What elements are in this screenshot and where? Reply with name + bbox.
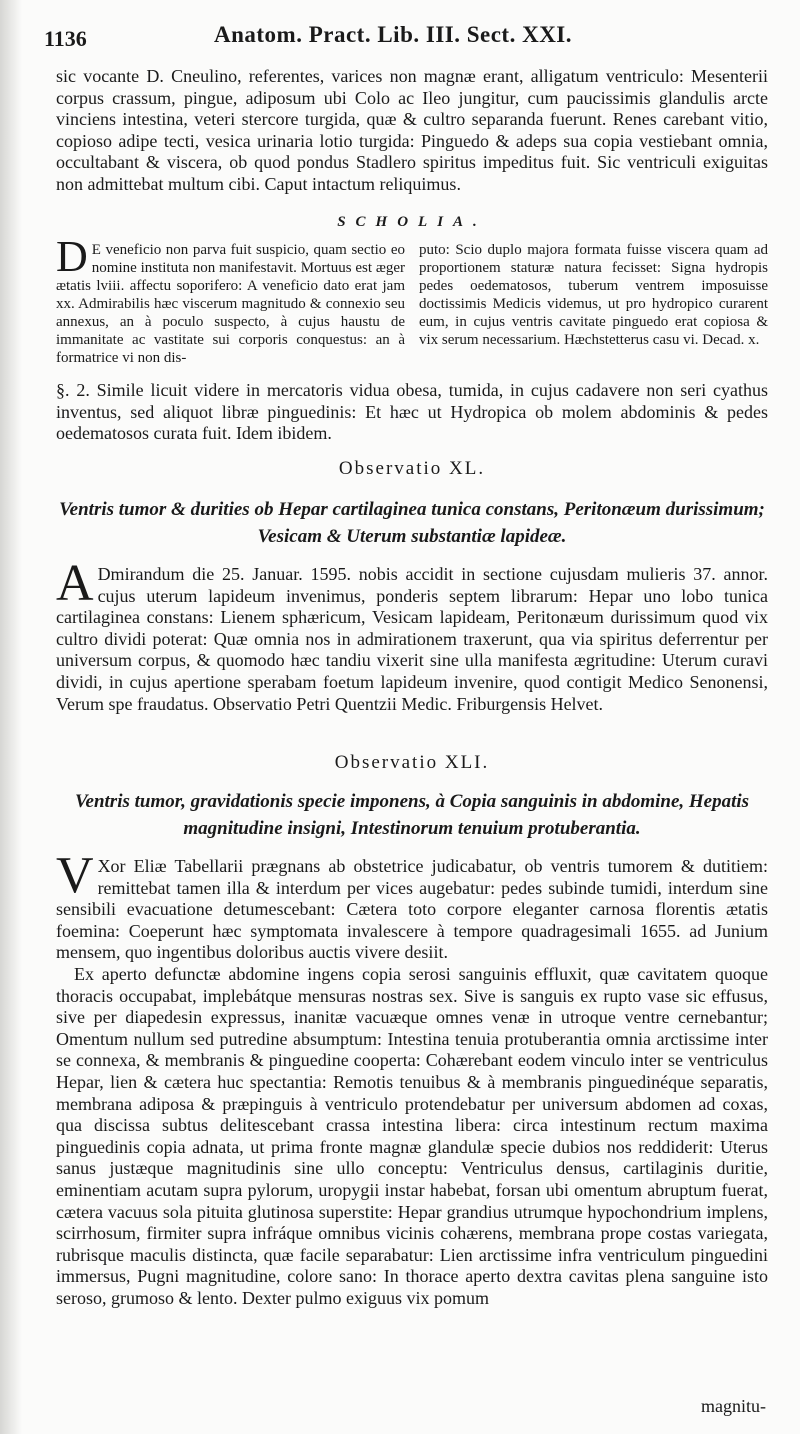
intro-paragraph: sic vocante D. Cneulino, referentes, varices non magnæ erant, alligatum ventriculo: Mesenterii corpus crassum, pingue, adiposum ubi Colo ac Ileo jungitur, cum paucissimis glandulis arcte vinciens intestina, veteri stercore turgida, quæ & cultro separanda fuerunt. Renes carebant vitio, copioso adipe tecti, vesica urinaria lotio turgida: Pinguedo & adeps sua copia vestiebant omnia, occultabant & viscera, ob quod pondus Stadlero spiritus impeditus fuit. Sic ventriculi exiguitas non admittebat multum cibi. Caput intactum reliquimus.: [56, 66, 768, 194]
section-2-paragraph: §. 2. Simile licuit videre in mercatoris vidua obesa, tumida, in cujus cadavere non seri cyathus inventus, sed aliquot libræ pinguedinis: Et hæc ut Hydropica ob molem abdominis & pedes oedematosos curata fuit. Idem ibidem.: [56, 380, 768, 444]
observatio-40: [56, 458, 768, 715]
scholia-title: SCHOLIA.: [337, 214, 487, 230]
observatio-41-subtitle-1: Ventris tumor, gravidationis specie imponens, à Copia sanguinis in abdomine, Hepatis: [74, 791, 750, 812]
page-gutter-shadow: [0, 0, 22, 1434]
observatio-40-initial: A: [56, 555, 94, 612]
scholia-column-right: puto: Scio duplo majora formata fuisse viscera quam ad proportionem staturæ natura fecisset: Signa hydropis pedes oedematosos, tuberum ventrem imposuisse doctissimis Medicis videmus, ut pro hydropico curarent eum, in cujus ventris cavitate pinguedo erat copiosa & vix serum necessarium. Hæchstetterus casu vi. Decad. x.: [419, 242, 768, 348]
section-2: [56, 380, 768, 445]
page-header: [44, 22, 770, 56]
catchword: magnitu-: [701, 1396, 766, 1416]
observatio-41-heading: Observatio XLI.: [334, 752, 490, 773]
intro-section: [56, 66, 768, 196]
scholia-column-left: [56, 232, 405, 367]
scholia-section: [56, 214, 768, 367]
observatio-41-paragraph-2: Ex aperto defunctæ abdomine ingens copia serosi sanguinis effluxit, quæ cavitatem quoque thoracis occupabat, implebátque mensuras nostras sex. Sive is sanguis ex rupto vase sic effusus, sive per diapedesin expressus, inanitæ vacuæque omnes venæ in utroque ventre cernebantur; Omentum nullum sed putredine absumptum: Intestina tenuia protuberantia omnia arctissime inter se connexa, & membranis & pinguedine cooperta: Cohærebant eodem vinculo inter se ventriculus Hepar, lien & cætera huc spectantia: Remotis tenuibus & à membranis pinguedinéque separatis, membrana adiposa & præpinguis à ventriculo protendebatur per universum abdomen ad coxas, qua discissa subtus delitescebant crassa intestina libera: circa intestinum rectum maxima pinguedinis copia adnata, ut prima fronte magnæ glandulæ specie dubios nos reddiderit: Uterus sanus justæque magnitudinis sine ullo conceptu: Ventriculus densus, cartilaginis duritie, eminentiam acutam supra pylorum, uropygii instar habebat, forsan ubi omentum abruptum fuerat, cætera vacuus sola pituita glutinosa superstite: Hepar grandius utrumque hypochondrium implens, scirrhosum, firmiter supra infráque omnibus vicinis cohærens, membrana prope costas variegata, rubrisque maculis distincta, quæ facile separabatur: Lien arctissime infra ventriculum pinguedini immersus, Pugni magnitudine, colore sano: In thorace aperto dextra cavitas plena sanguine isto seroso, grumoso & lento. Dexter pulmo exiguus vix pomum: [56, 963, 768, 1308]
observatio-41-paragraph-1: [56, 847, 768, 964]
observatio-40-text: Dmirandum die 25. Januar. 1595. nobis accidit in sectione cujusdam mulieris 37. annor. cujus uterum lapideum invenimus, ponderis septem librarum: Hepar uno lobo tunica cartilaginea constans: Lienem sphæricum, Vesicam lapideam, Peritonæum durissimum quod vix cultro dividi poterat: Quæ omnia nos in admirationem traxerunt, qua via spiritus deferrentur per universum corpus, & quomodo hæc tandiu vixerit sine ulla manifesta ægritudine: Uterum curavi dividi, in cujus apertione sperabam foetum lapideum invenire, quod contigit Medico Senonensi, Verum spe fraudatus. Observatio Petri Quentzii Medic. Friburgensis Helvet.: [56, 564, 768, 714]
observatio-41: [56, 752, 768, 1309]
scholia-initial: D: [56, 232, 88, 281]
observatio-40-subtitle-1: Ventris tumor & durities ob Hepar cartilaginea tunica constans, Peritonæum durissimum;: [59, 499, 765, 520]
scholia-columns: [56, 232, 768, 367]
scholia-column-left-text: E veneficio non parva fuit suspicio, quam sectio eo nomine instituta non manifestavit. Mortuus est æger ætatis lviii. affectu soporifero: A veneficio dato erat jam xx. Admirabilis hæc viscerum magnitudo & connexio seu annexus, an à poculo suspecto, à cujus haustu de immanitate ac vastitate sui corporis conquestus: an à formatrice vi non dis-: [56, 242, 405, 366]
observatio-40-heading: Observatio XL.: [338, 458, 486, 479]
observatio-41-subtitle-2: magnitudine insigni, Intestinorum tenuium protuberantia.: [183, 818, 641, 839]
observatio-41-initial: V: [56, 847, 94, 904]
observatio-41-text-1: Xor Eliæ Tabellarii prægnans ab obstetrice judicabatur, ob ventris tumorem & dutitiem: remittebat tamen illa & interdum per vices augebatur: pedes subinde tumidi, interdum sine sensibili evacuatione detumescebant: Cætera toto corpore eleganter carnosa florentis ætatis foemina: Coeperunt hæc symptomata invalescere à tempore quadragesimali 1655. ad Junium mensem, quo ingentibus doloribus auctis vivere desiit.: [56, 856, 768, 963]
observatio-40-paragraph: [56, 555, 768, 715]
observatio-40-subtitle-2: Vesicam & Uterum substantiæ lapideæ.: [257, 526, 567, 547]
page-number: 1136: [44, 26, 87, 51]
running-head: Anatom. Pract. Lib. III. Sect. XXI.: [214, 22, 573, 47]
